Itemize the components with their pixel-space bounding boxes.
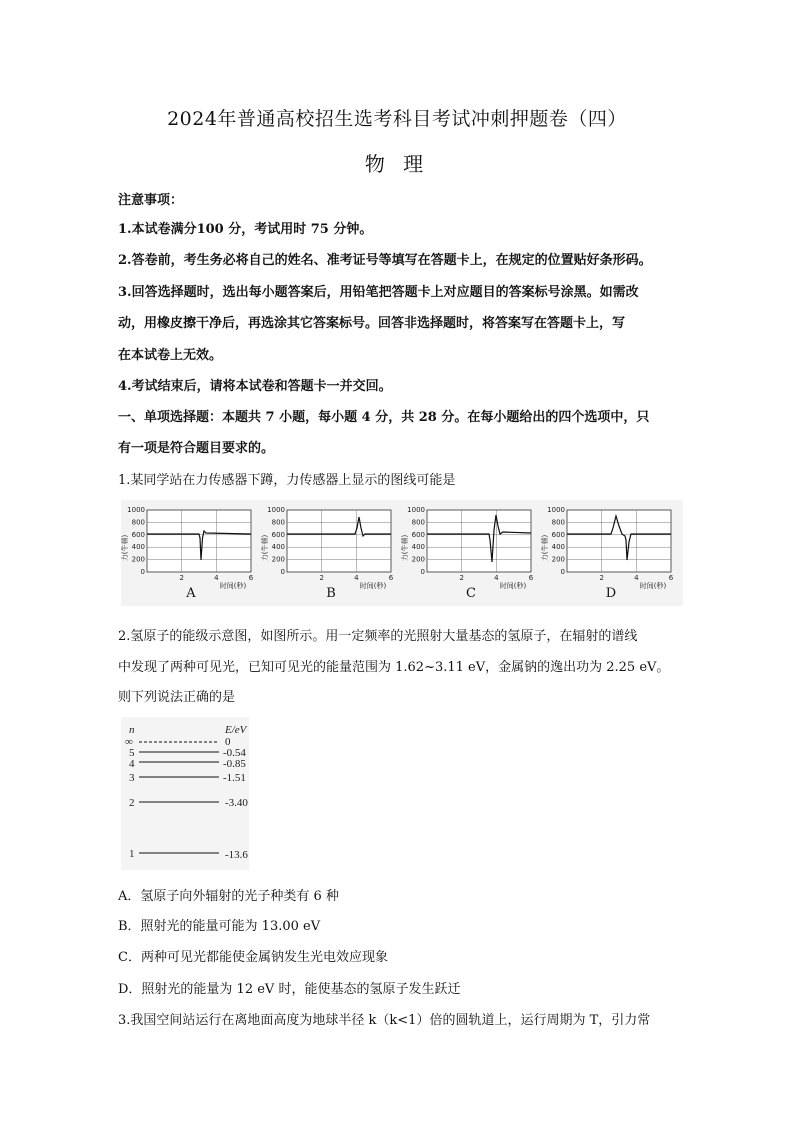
svg-text:200: 200: [551, 555, 565, 564]
graph-option-label: D: [605, 586, 617, 601]
svg-text:400: 400: [271, 543, 285, 552]
graph-ylabel: 力(牛顿): [121, 534, 129, 562]
level-n: 1: [129, 848, 135, 860]
option-d: D．照射光的能量为 12 eV 时，能使基态的氢原子发生跃迁: [118, 982, 461, 997]
question-2-stem-cont: 中发现了两种可见光，已知可见光的能量范围为 1.62~3.11 eV，金属钠的逸出功为 2.25 eV。: [118, 660, 670, 675]
question-1-stem: 1.某同学站在力传感器下蹲，力传感器上显示的图线可能是: [118, 473, 456, 488]
question-3-stem: 3.我国空间站运行在离地面高度为地球半径 k（k<1）倍的圆轨道上，运行周期为 T，引力常: [118, 1013, 651, 1028]
svg-text:6: 6: [248, 574, 254, 582]
notice-item: 4.考试结束后，请将本试卷和答题卡一并交回。: [118, 379, 392, 394]
section-heading: 一、单项选择题：本题共 7 小题，每小题 4 分，共 28 分。在每小题给出的四个选项中，只: [118, 410, 650, 425]
notice-item: 3.回答选择题时，选出每小题答案后，用铅笔把答题卡上对应题目的答案标号涂黑。如需改: [118, 285, 639, 300]
svg-text:600: 600: [131, 530, 145, 539]
svg-text:0: 0: [560, 568, 565, 576]
level-n: ∞: [125, 736, 133, 748]
svg-text:4: 4: [634, 574, 639, 582]
svg-text:1000: 1000: [407, 506, 425, 514]
force-graph-c: [401, 500, 541, 606]
svg-text:400: 400: [551, 543, 565, 552]
notice-item: 1.本试卷满分100 分，考试用时 75 分钟。: [118, 222, 373, 237]
svg-text:0: 0: [280, 568, 285, 576]
svg-text:4: 4: [354, 574, 359, 582]
svg-text:6: 6: [668, 574, 674, 582]
subject-title: 物 理: [364, 152, 430, 176]
svg-text:6: 6: [388, 574, 394, 582]
svg-text:1000: 1000: [547, 506, 565, 514]
section-heading-cont: 有一项是符合题目要求的。: [118, 441, 275, 456]
force-graph-d: [541, 500, 681, 606]
svg-text:4: 4: [214, 574, 219, 582]
option-c: C．两种可见光都能使金属钠发生光电效应现象: [118, 950, 388, 965]
svg-text:600: 600: [411, 530, 425, 539]
level-n: 3: [129, 772, 135, 784]
svg-text:200: 200: [411, 555, 425, 564]
graph-grid: [567, 510, 671, 572]
graph-ylabel: 力(牛顿): [401, 534, 409, 562]
svg-text:1000: 1000: [127, 506, 145, 514]
svg-text:时间(秒): 时间(秒): [359, 582, 387, 590]
svg-text:6: 6: [528, 574, 534, 582]
force-graph-a: [121, 500, 261, 606]
force-graph-b: [261, 500, 401, 606]
svg-text:4: 4: [494, 574, 499, 582]
notice-item: 2.答卷前，考生务必将自己的姓名、准考证号等填写在答题卡上，在规定的位置贴好条形码。: [118, 253, 652, 268]
level-n: 5: [129, 747, 135, 759]
level-energy: -1.51: [223, 772, 246, 784]
svg-text:2: 2: [459, 574, 464, 582]
svg-text:200: 200: [271, 555, 285, 564]
energy-header: E/eV: [225, 724, 247, 736]
exam-title: 2024年普通高校招生选考科目考试冲刺押题卷（四）: [167, 108, 627, 130]
notice-item: 在本试卷上无效。: [118, 348, 223, 363]
question-2-stem: 2.氢原子的能级示意图，如图所示。用一定频率的光照射大量基态的氢原子，在辐射的谱线: [118, 629, 638, 644]
svg-text:400: 400: [411, 543, 425, 552]
notice-item: 动，用橡皮擦干净后，再选涂其它答案标号。回答非选择题时，将答案写在答题卡上，写: [118, 316, 626, 331]
level-n: 4: [129, 758, 135, 770]
option-a: A．氢原子向外辐射的光子种类有 6 种: [118, 889, 339, 904]
svg-text:2: 2: [179, 574, 184, 582]
graph-grid: [147, 510, 251, 572]
level-n: 2: [129, 797, 135, 809]
svg-text:时间(秒): 时间(秒): [499, 582, 527, 590]
svg-text:600: 600: [271, 530, 285, 539]
option-b: B．照射光的能量可能为 13.00 eV: [118, 919, 321, 934]
graph-option-label: B: [326, 586, 336, 601]
svg-text:800: 800: [131, 518, 145, 527]
level-energy: -3.40: [225, 797, 248, 809]
svg-text:800: 800: [551, 518, 565, 527]
svg-text:0: 0: [140, 568, 145, 576]
level-energy: -0.54: [223, 747, 246, 759]
svg-text:时间(秒): 时间(秒): [219, 582, 247, 590]
graph-ylabel: 力(牛顿): [261, 534, 269, 562]
n-header: n: [129, 724, 135, 736]
notice-heading: 注意事项：: [118, 193, 184, 208]
svg-text:2: 2: [599, 574, 604, 582]
graph-ylabel: 力(牛顿): [541, 534, 549, 562]
svg-text:时间(秒): 时间(秒): [639, 582, 667, 590]
graph-grid: [287, 510, 391, 572]
graph-option-label: C: [466, 586, 476, 601]
level-energy: -13.6: [225, 849, 248, 861]
level-energy: -0.85: [223, 758, 246, 770]
svg-text:0: 0: [420, 568, 425, 576]
svg-text:800: 800: [411, 518, 425, 527]
svg-text:1000: 1000: [267, 506, 285, 514]
question-2-stem-cont: 则下列说法正确的是: [118, 690, 236, 705]
level-energy: 0: [225, 736, 231, 748]
svg-text:400: 400: [131, 543, 145, 552]
q1-graph-strip: [121, 500, 683, 606]
svg-text:600: 600: [551, 530, 565, 539]
svg-text:800: 800: [271, 518, 285, 527]
graph-grid: [427, 510, 531, 572]
energy-level-diagram: [121, 717, 249, 870]
svg-text:2: 2: [319, 574, 324, 582]
graph-option-label: A: [186, 586, 196, 601]
svg-text:200: 200: [131, 555, 145, 564]
